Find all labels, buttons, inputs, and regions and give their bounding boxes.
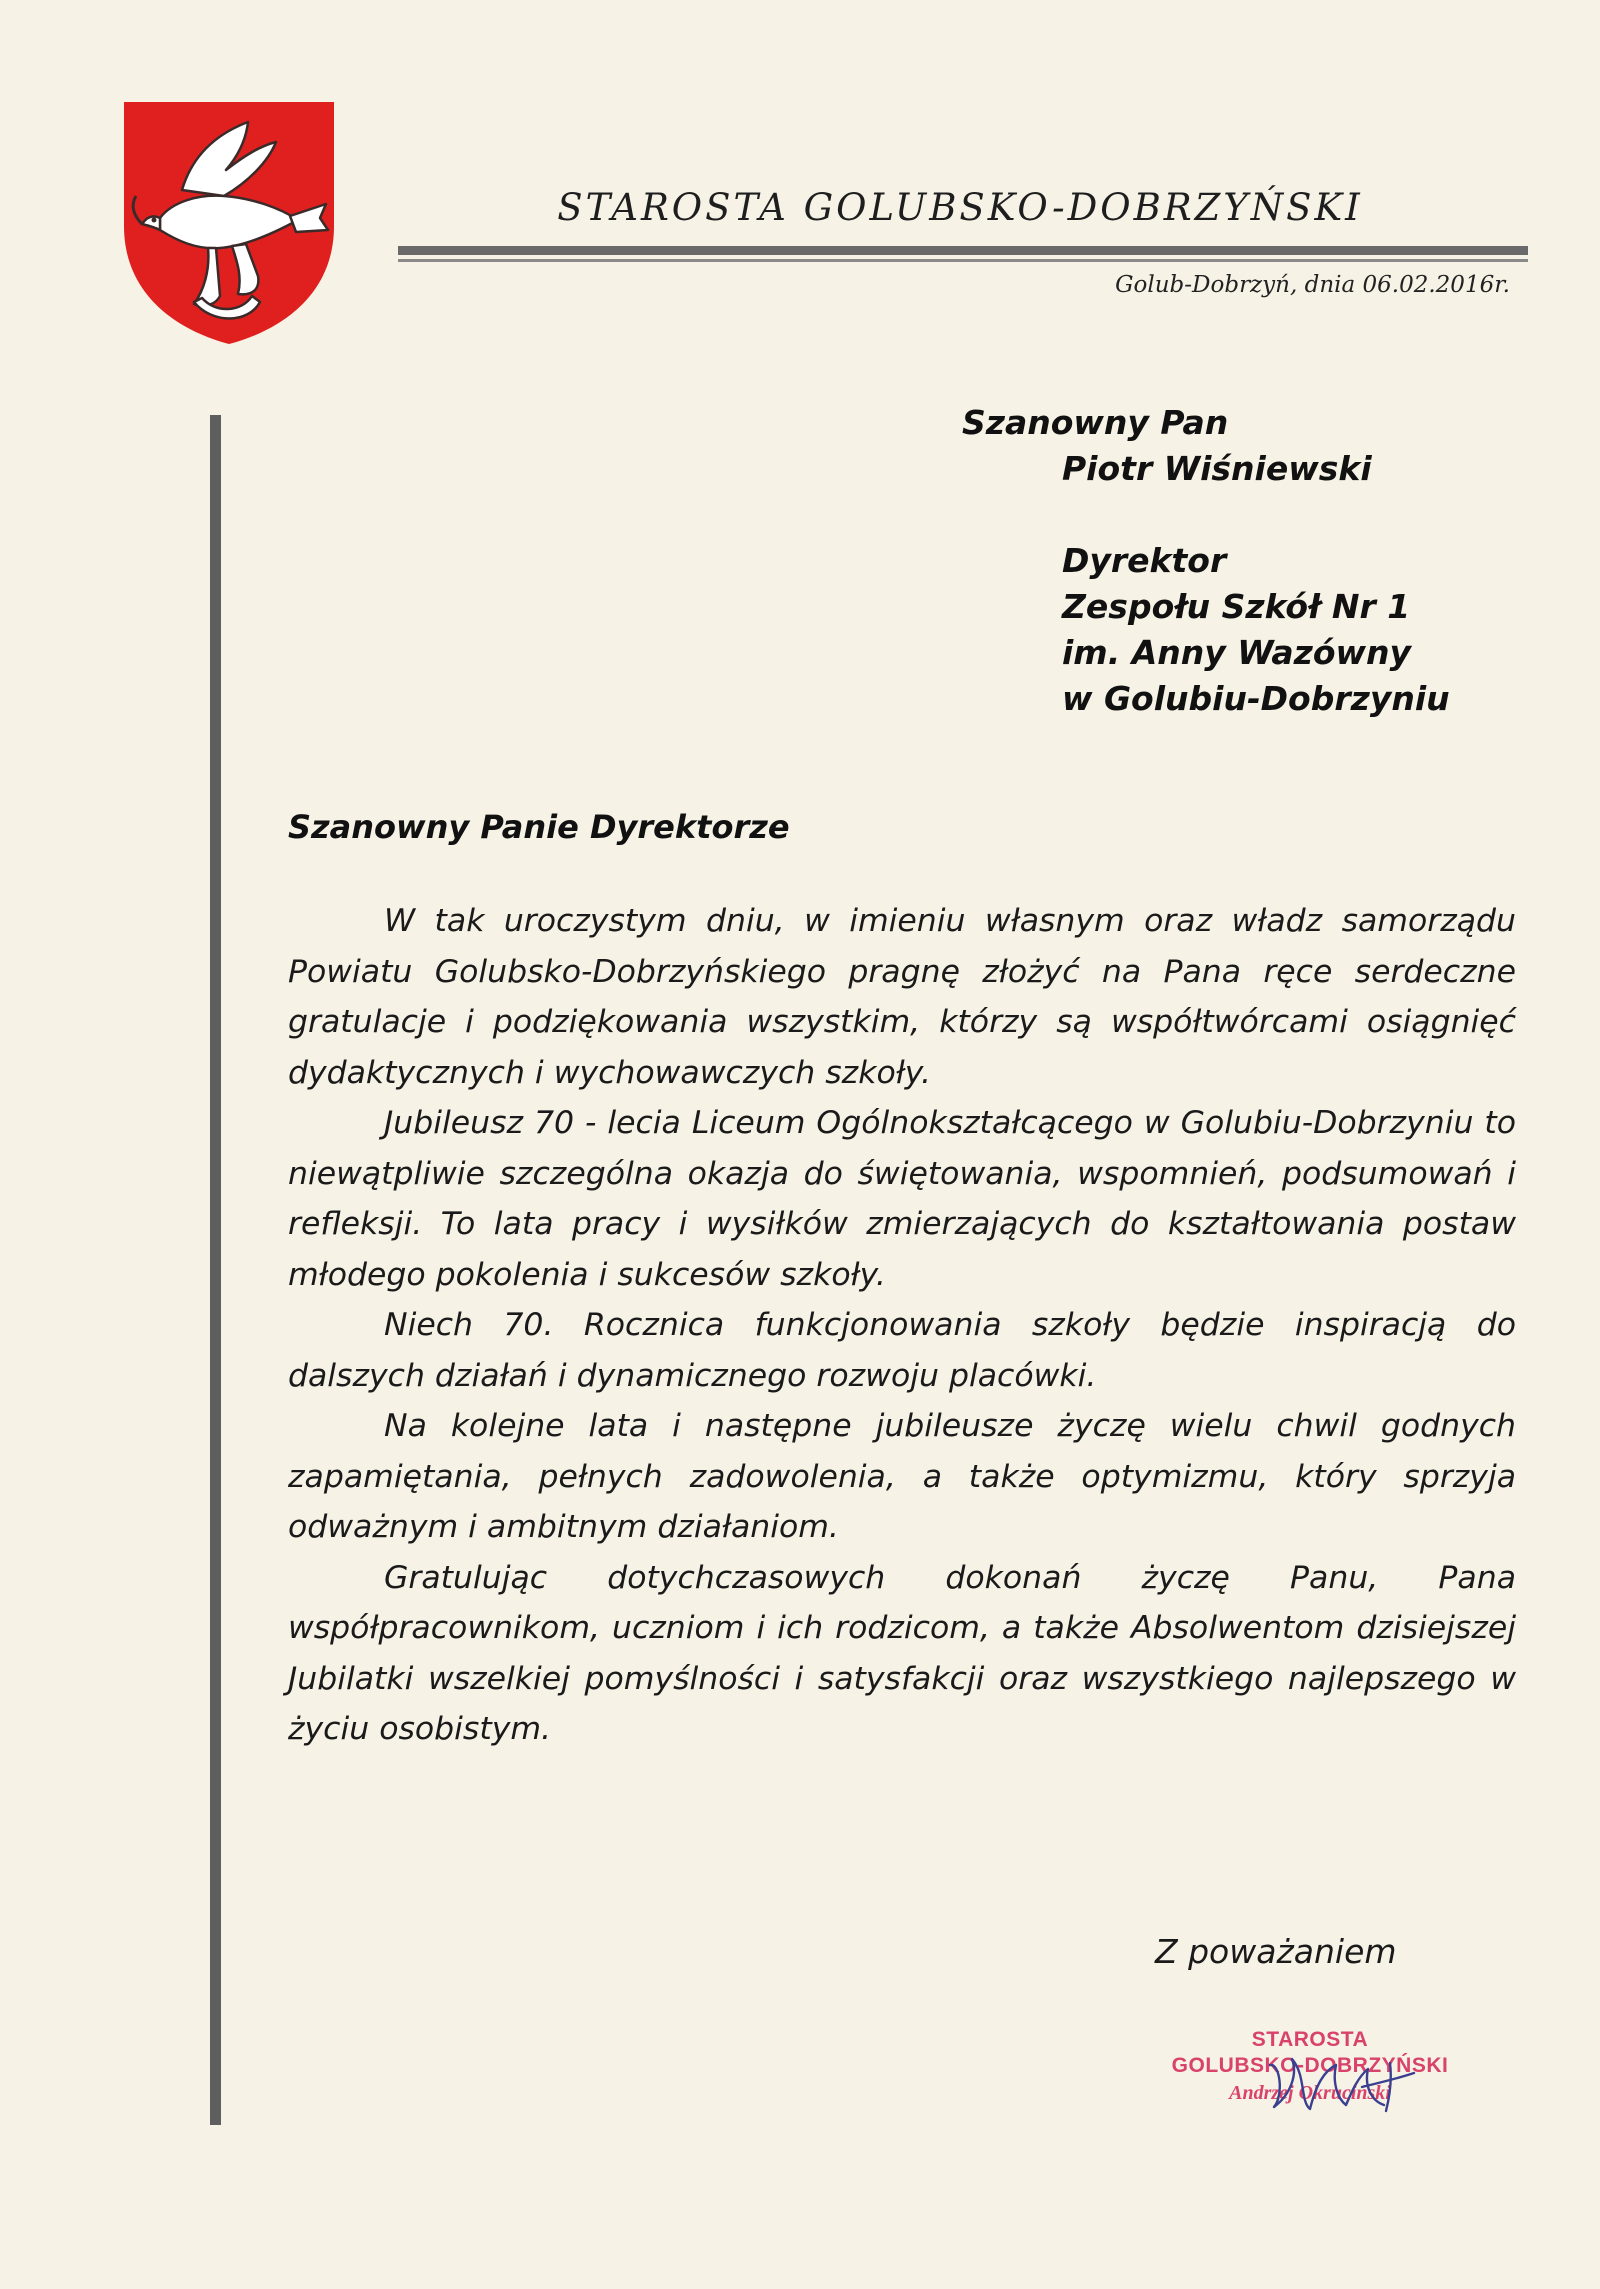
stamp-line: STAROSTA xyxy=(1251,2028,1369,2051)
salutation: Szanowny Panie Dyrektorze xyxy=(288,808,790,846)
body-paragraph: Niech 70. Rocznica funkcjonowania szkoły będzie inspiracją do dalszych działań i dynamicznego rozwoju placówki. xyxy=(288,1307,1516,1394)
body-paragraph: Na kolejne lata i następne jubileusze życzę wielu chwil godnych zapamiętania, pełnych zadowolenia, a także optymizmu, który sprzyja odważnym i ambitnym działaniom. xyxy=(288,1408,1516,1545)
addressee-block xyxy=(962,400,1450,722)
addressee-line: Dyrektor xyxy=(1062,541,1227,580)
body-paragraph: Jubileusz 70 - lecia Liceum Ogólnokształcącego w Golubiu-Dobrzyniu to niewątpliwie szczególna okazja do świętowania, wspomnień, podsumowań i refleksji. To lata pracy i wysiłków zmierzających do kształtowania postaw młodego pokolenia i sukcesów szkoły. xyxy=(288,1105,1516,1293)
addressee-line: im. Anny Wazówny xyxy=(1062,633,1412,672)
header-title: STAROSTA GOLUBSKO-DOBRZYŃSKI xyxy=(557,186,1363,229)
header-divider-thin xyxy=(398,259,1528,262)
handwritten-signature xyxy=(1250,2035,1430,2125)
letter-body xyxy=(288,896,1516,1755)
left-margin-rule xyxy=(210,415,221,2125)
body-paragraph: Gratulując dotychczasowych dokonań życzę Panu, Pana współpracownikom, uczniom i ich rodzicom, a także Absolwentom dzisiejszej Jubilatki wszelkiej pomyślności i satysfakcji oraz wszystkiego najlepszego w życiu osobistym. xyxy=(288,1559,1516,1747)
addressee-name: Piotr Wiśniewski xyxy=(1062,449,1372,488)
stamp-signatory: Andrzej Okruciński xyxy=(1229,2082,1391,2104)
closing: Z poważaniem xyxy=(1155,1932,1397,1971)
stamp-line: GOLUBSKO-DOBRZYŃSKI xyxy=(1171,2054,1449,2077)
date-line: Golub-Dobrzyń, dnia 06.02.2016r. xyxy=(1115,272,1510,298)
addressee-line: Szanowny Pan xyxy=(962,403,1229,442)
body-paragraph: W tak uroczystym dniu, w imieniu własnym oraz władz samorządu Powiatu Golubsko-Dobrzyńskiego pragnę złożyć na Pana ręce serdeczne gratulacje i podziękowania wszystkim, którzy są współtwórcami osiągnięć dydaktycznych i wychowawczych szkoły. xyxy=(288,903,1516,1091)
header-divider xyxy=(398,246,1528,255)
addressee-line: Zespołu Szkół Nr 1 xyxy=(1062,587,1411,626)
coat-of-arms-icon xyxy=(120,98,338,348)
addressee-line: w Golubiu-Dobrzyniu xyxy=(1062,679,1450,718)
